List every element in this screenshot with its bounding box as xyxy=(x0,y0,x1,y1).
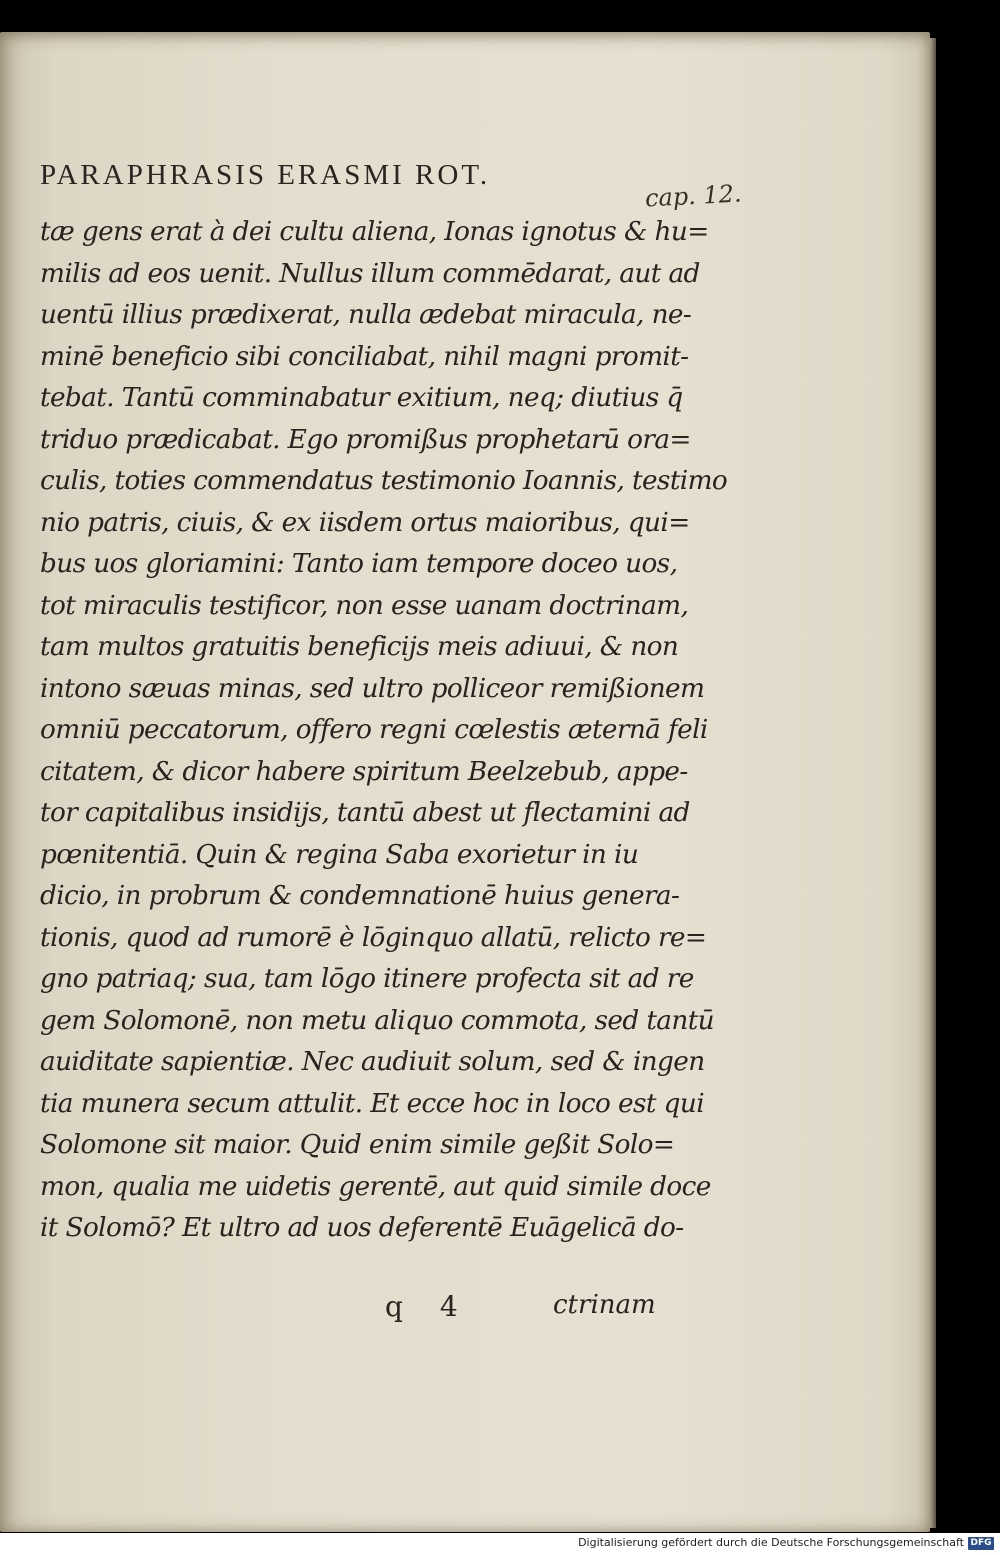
digitization-credit: Digitalisierung gefördert durch die Deutsche Forschungsgemeinschaft xyxy=(578,1536,964,1549)
text-line: Solomone sit maior. Quid enim simile geßit Solo= xyxy=(40,1130,675,1160)
text-line: tam multos gratuitis beneficijs meis adiuui, & non xyxy=(40,632,679,662)
digitization-credit-bar xyxy=(0,1533,1000,1555)
signature-mark: q 4 xyxy=(385,1290,472,1323)
text-line: tionis, quod ad rumorē è lōginquo allatū, relicto re= xyxy=(40,922,707,953)
text-line: tot miraculis testificor, non esse uanam doctrinam, xyxy=(40,590,689,621)
text-line: culis, toties commendatus testimonio Ioannis, testimo xyxy=(40,466,728,496)
text-line: it Solomō? Et ultro ad uos deferentē Euāgelicā do- xyxy=(40,1213,684,1243)
text-line: tia munera secum attulit. Et ecce hoc in loco est qui xyxy=(40,1088,705,1119)
text-line: gno patriaq; sua, tam lōgo itinere profecta sit ad re xyxy=(40,964,694,994)
text-line: citatem, & dicor habere spiritum Beelzebub, appe- xyxy=(40,756,688,787)
text-line: intono sæuas minas, sed ultro polliceor remißionem xyxy=(40,673,705,704)
text-line: gem Solomonē, non metu aliquo commota, sed tantū xyxy=(40,1005,715,1036)
text-line: triduo prædicabat. Ego promißus prophetarū ora= xyxy=(40,424,691,455)
text-line: milis ad eos uenit. Nullus illum commēdarat, aut ad xyxy=(40,258,700,289)
page-edge xyxy=(930,38,936,1528)
page-footer-row xyxy=(0,1290,930,1330)
dfg-logo-icon: DFG xyxy=(968,1537,994,1550)
text-line: nio patris, ciuis, & ex iisdem ortus maioribus, qui= xyxy=(40,507,690,538)
text-line: pœnitentiā. Quin & regina Saba exorietur in iu xyxy=(40,839,639,870)
text-line: tor capitalibus insidijs, tantū abest ut flectamini ad xyxy=(40,798,690,828)
handwritten-margin-note: cap. 12. xyxy=(644,179,743,213)
text-line: mon, qualia me uidetis gerentē, aut quid simile doce xyxy=(40,1171,711,1202)
text-line: omniū peccatorum, offero regni cœlestis æternā feli xyxy=(40,715,708,745)
catchword: ctrinam xyxy=(553,1290,656,1320)
text-line: auiditate sapientiæ. Nec audiuit solum, sed & ingen xyxy=(40,1047,705,1077)
text-line: bus uos gloriamini: Tanto iam tempore doceo uos, xyxy=(40,549,678,579)
body-text xyxy=(40,212,728,1250)
text-line: uentū illius prædixerat, nulla ædebat miracula, ne- xyxy=(40,300,692,330)
text-line: tæ gens erat à dei cultu aliena, Ionas ignotus & hu= xyxy=(40,217,709,247)
text-line: dicio, in probrum & condemnationē huius genera- xyxy=(40,881,680,911)
book-page xyxy=(0,32,930,1532)
text-line: tebat. Tantū comminabatur exitium, neq; diutius q̄ xyxy=(40,383,683,413)
running-head: PARAPHRASIS ERASMI ROT. xyxy=(40,159,491,191)
text-line: minē beneficio sibi conciliabat, nihil magni promit- xyxy=(40,341,689,372)
